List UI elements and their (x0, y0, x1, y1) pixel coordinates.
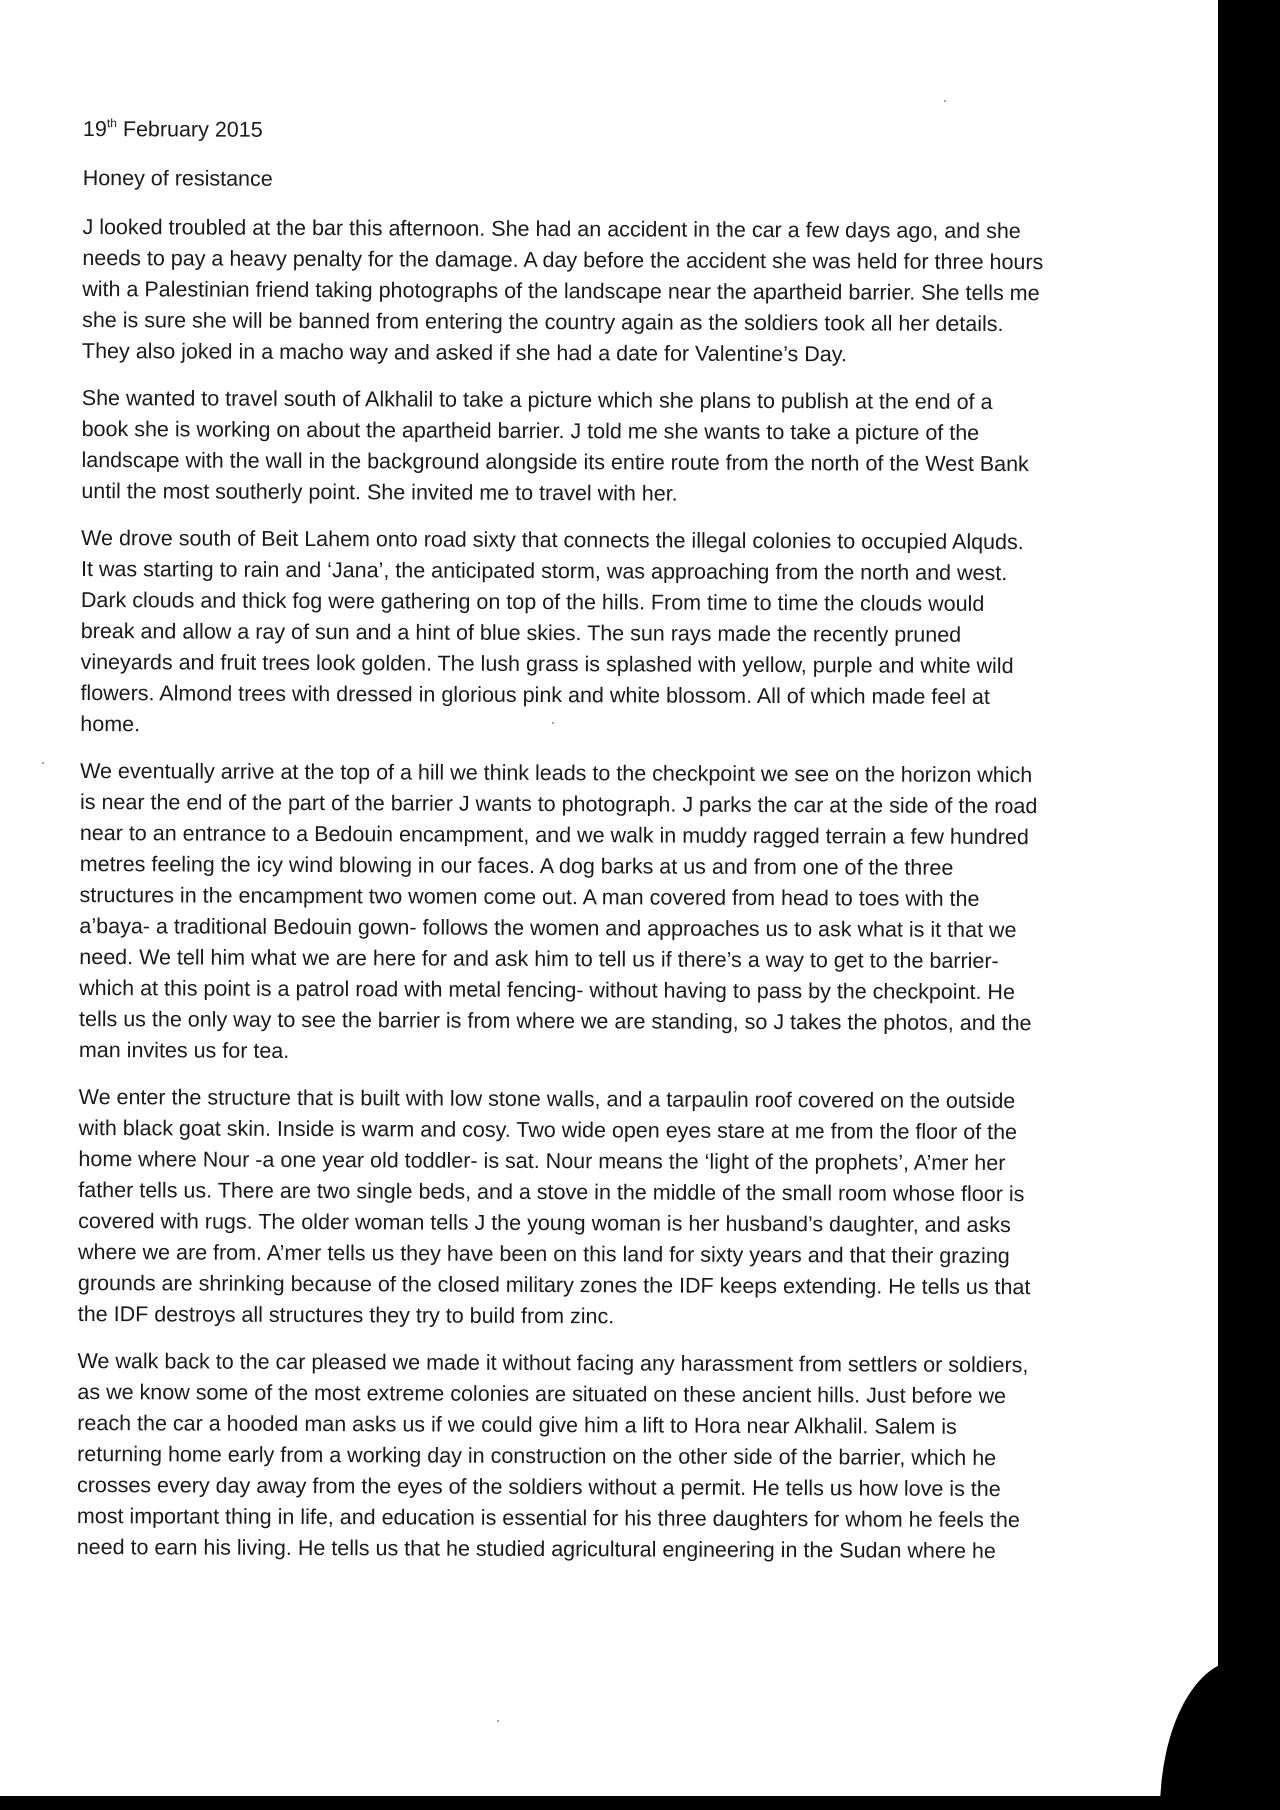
text-line: We walk back to the car pleased we made it without facing any harassment from settlers or soldiers, (77, 1348, 1029, 1378)
text-line: structures in the encampment two women come out. A man covered from head to toes with the (79, 882, 980, 911)
text-line: returning home early from a working day in construction on the other side of the barrier, which he (77, 1441, 997, 1470)
text-line: We drove south of Beit Lahem onto road sixty that connects the illegal colonies to occupied Alquds. (81, 525, 1024, 555)
scan-speck (552, 722, 554, 724)
text-line: with a Palestinian friend taking photographs of the landscape near the apartheid barrier. She tells me (82, 276, 1040, 306)
text-line: need. We tell him what we are here for and ask him to tell us if there’s a way to get to the barrier- (79, 944, 999, 974)
text-line: vineyards and fruit trees look golden. The lush grass is splashed with yellow, purple and white wild (80, 649, 1014, 679)
text-line: flowers. Almond trees with dressed in glorious pink and white blossom. All of which made feel at (80, 680, 990, 709)
paragraphs (77, 212, 1083, 1567)
date-month-year: February 2015 (116, 117, 263, 142)
text-line: We eventually arrive at the top of a hill we think leads to the checkpoint we see on the horizon which (80, 758, 1033, 788)
paragraph (82, 212, 1083, 371)
paragraph (77, 1346, 1078, 1567)
text-line: They also joked in a macho way and asked if she had a date for Valentine’s Day. (81, 338, 847, 367)
text-line: until the most southerly point. She invited me to travel with her. (81, 478, 678, 506)
paragraph (81, 383, 1082, 511)
text-line: home where Nour -a one year old toddler- is sat. Nour means the ‘light of the prophets’, A’mer her (78, 1146, 1006, 1176)
scan-border-right (1218, 0, 1280, 1810)
date-suffix: th (106, 116, 117, 131)
text-line: book she is working on about the apartheid barrier. J told me she wants to take a picture of the (81, 416, 980, 445)
scan-speck (497, 1720, 499, 1722)
text-line: with black goat skin. Inside is warm and cosy. Two wide open eyes stare at me from the floor of the (78, 1115, 1018, 1145)
paragraph (78, 1082, 1079, 1334)
text-line: the IDF destroys all structures they try to build from zinc. (77, 1301, 615, 1329)
text-line: crosses every day away from the eyes of the soldiers without a permit. He tells us how love is the (76, 1472, 1001, 1502)
text-line: landscape with the wall in the background alongside its entire route from the north of the West Bank (81, 447, 1029, 477)
text-line: reach the car a hooded man asks us if we could give him a lift to Hora near Alkhalil. Salem is (77, 1410, 957, 1439)
text-line: metres feeling the icy wind blowing in our faces. A dog barks at us and from one of the three (79, 851, 954, 880)
document-date (83, 114, 1083, 149)
text-line: father tells us. There are two single beds, and a stove in the middle of the small room whose floor is (78, 1177, 1025, 1207)
paragraph (79, 756, 1080, 1070)
date-day: 19 (82, 116, 107, 142)
text-line: as we know some of the most extreme colonies are situated on these ancient hills. Just before we (77, 1379, 1007, 1409)
text-line: near to an entrance to a Bedouin encampment, and we walk in muddy ragged terrain a few hundred (79, 820, 1029, 850)
text-line: tells us the only way to see the barrier is from where we are standing, so J takes the photos, and the (78, 1006, 1032, 1036)
text-line: It was starting to rain and ‘Jana’, the anticipated storm, was approaching from the north and west. (80, 556, 1008, 586)
text-line: most important thing in life, and education is essential for his three daughters for whom he feels the (76, 1503, 1020, 1533)
text-line: She wanted to travel south of Alkhalil to take a picture which she plans to publish at the end of a (81, 385, 993, 414)
text-line: grounds are shrinking because of the closed military zones the IDF keeps extending. He tells us that (77, 1270, 1031, 1300)
document-title: Honey of resistance (82, 165, 273, 191)
text-line: We enter the structure that is built with low stone walls, and a tarpaulin roof covered on the outside (78, 1084, 1016, 1114)
text-line: need to earn his living. He tells us that he studied agricultural engineering in the Sudan where he (76, 1534, 996, 1563)
text-line: is near the end of the part of the barrier J wants to photograph. J parks the car at the side of the road (79, 789, 1038, 819)
text-line: she is sure she will be banned from entering the country again as the soldiers took all her details. (82, 307, 1004, 337)
scan-speck (944, 100, 946, 102)
text-line: a’baya- a traditional Bedouin gown- follows the women and approaches us to ask what is it that we (79, 913, 1017, 943)
scan-border-bottom (0, 1796, 1280, 1810)
text-line: which at this point is a patrol road with metal fencing- without having to pass by the checkpoint. He (79, 975, 1015, 1005)
text-line: needs to pay a heavy penalty for the damage. A day before the accident she was held for three hours (82, 245, 1044, 275)
scan-speck (42, 762, 44, 764)
text-line: Dark clouds and thick fog were gathering on top of the hills. From time to time the clouds would (80, 587, 985, 616)
text-line: man invites us for tea. (78, 1037, 290, 1063)
text-line: break and allow a ray of sun and a hint of blue skies. The sun rays made the recently pruned (80, 618, 962, 647)
paragraph (80, 523, 1081, 744)
text-line: J looked troubled at the bar this afternoon. She had an accident in the car a few days ago, and she (82, 214, 1021, 244)
text-line: home. (80, 711, 141, 737)
document-body (77, 114, 1083, 1583)
text-line: covered with rugs. The older woman tells J the young woman is her husband’s daughter, and asks (78, 1208, 1011, 1238)
text-line: where we are from. A’mer tells us they have been on this land for sixty years and that their grazing (77, 1239, 1010, 1269)
